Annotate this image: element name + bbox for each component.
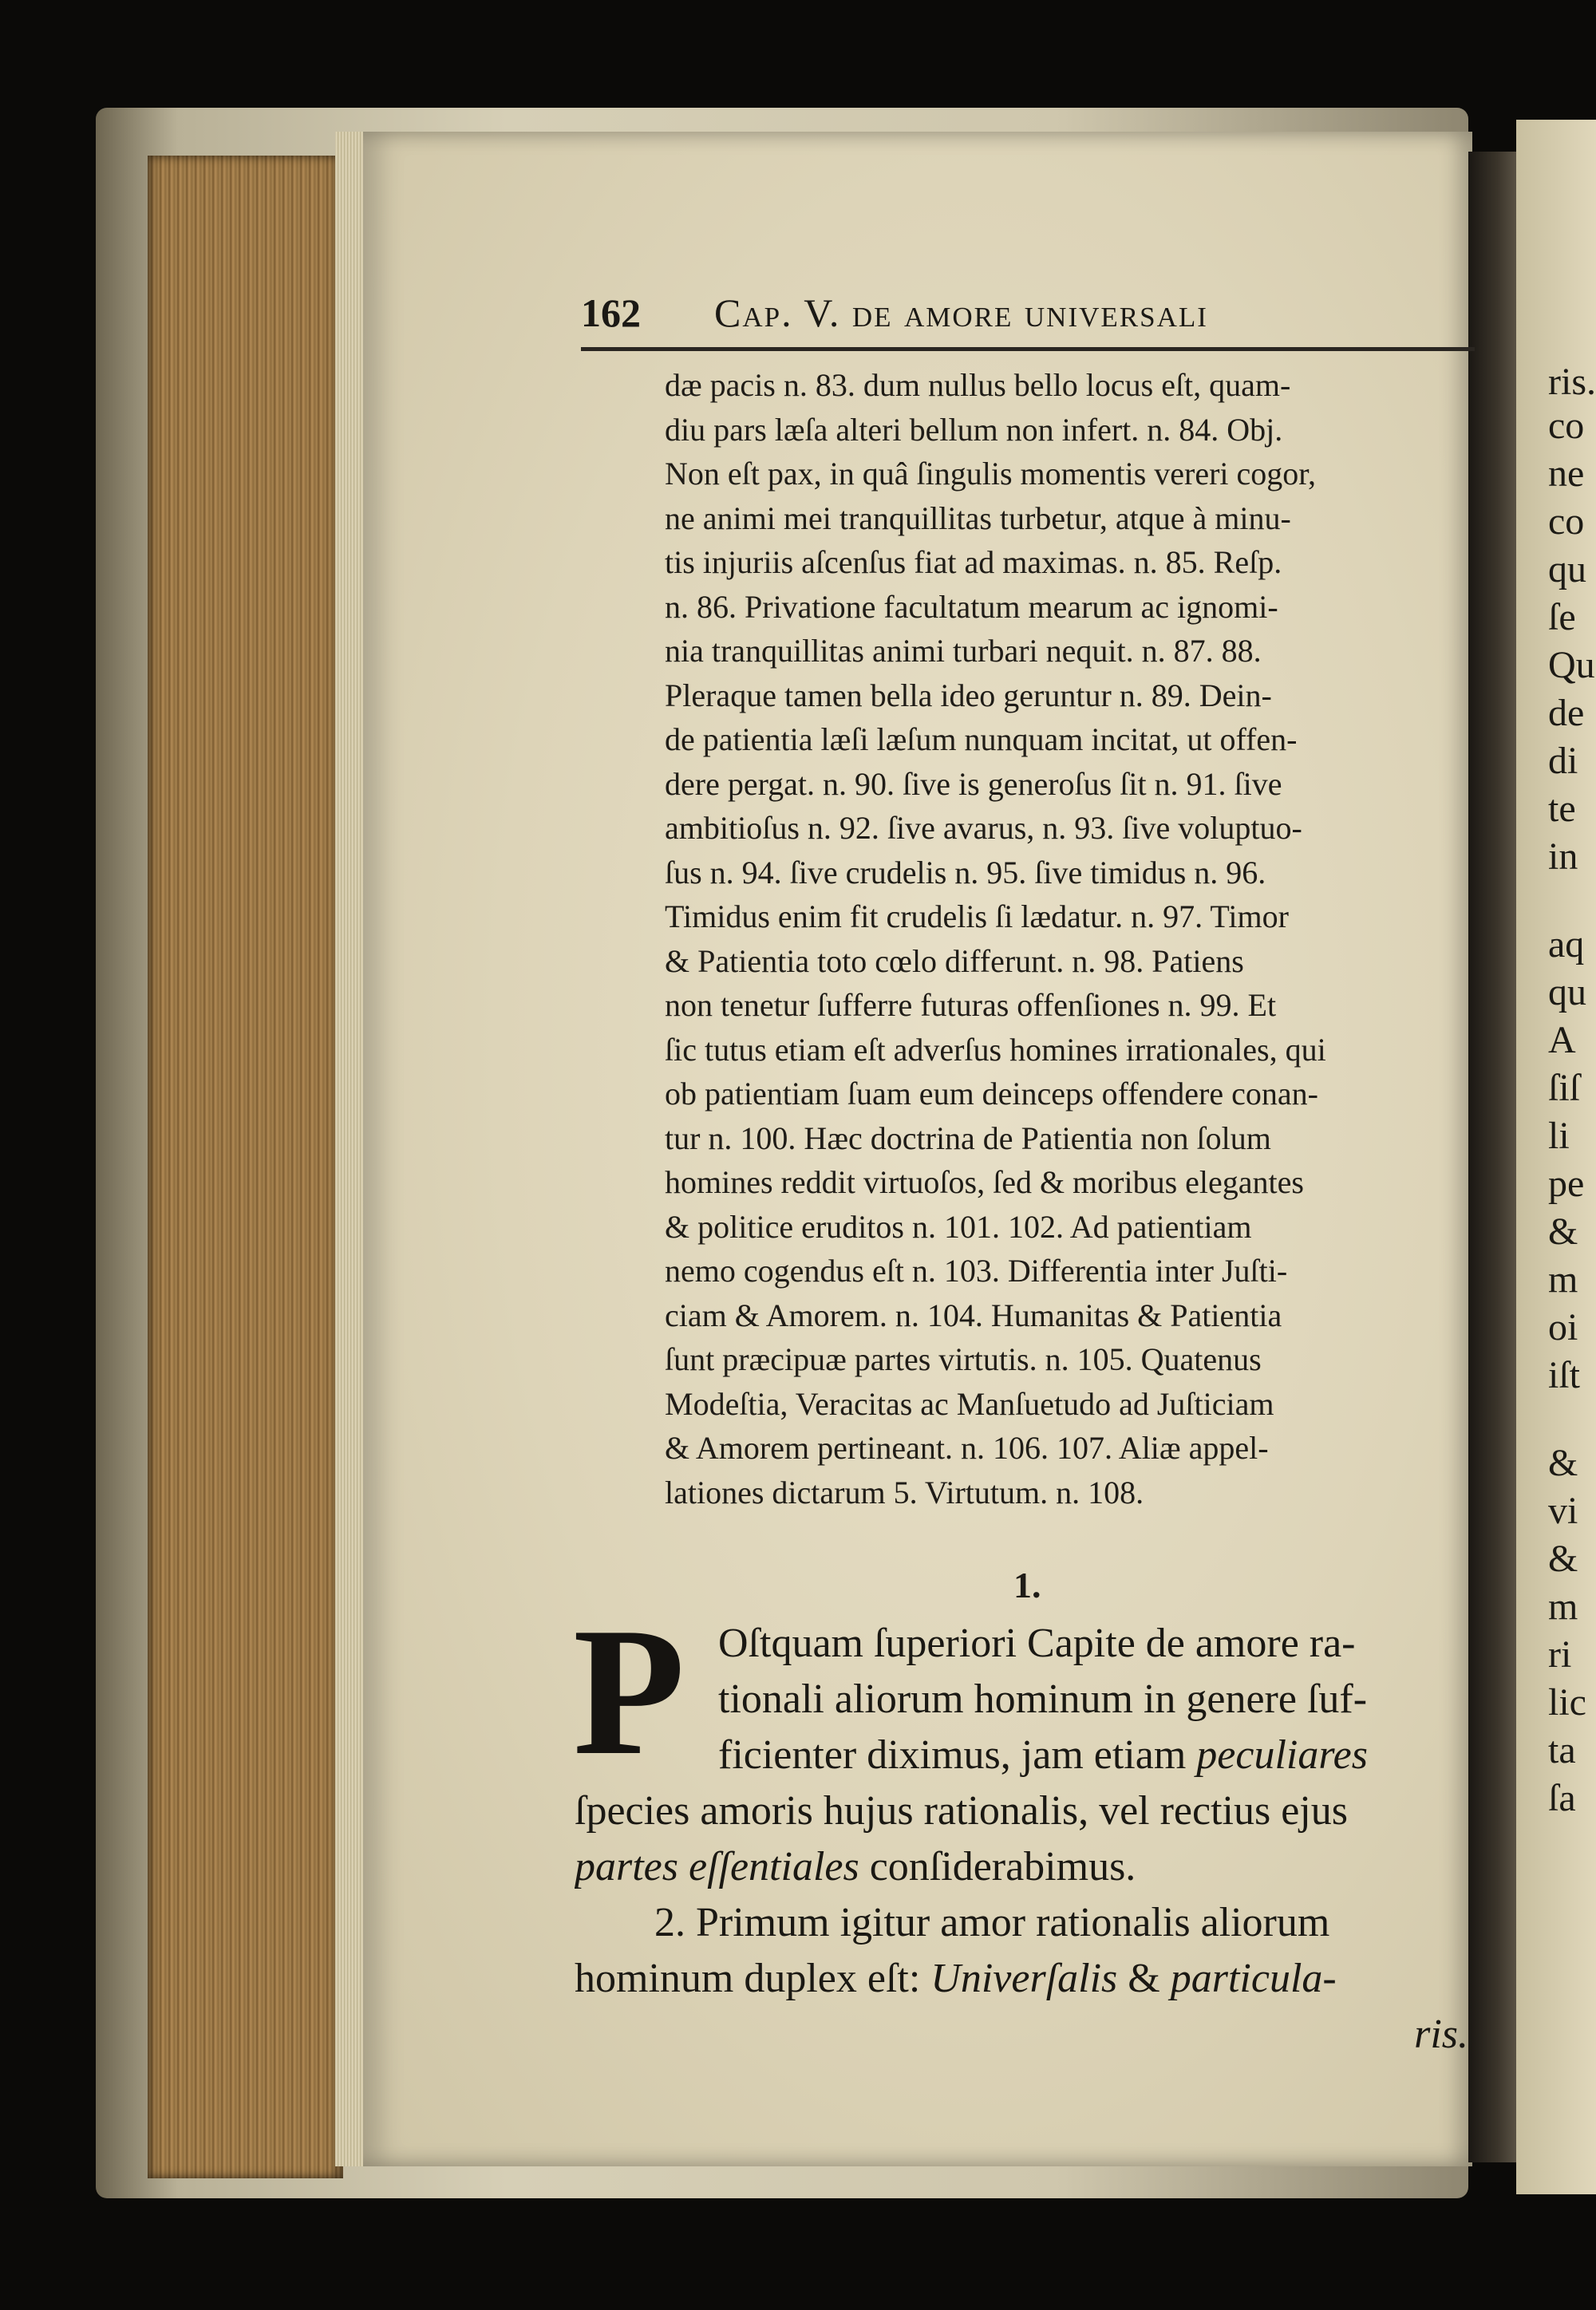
next-page-fragment: te <box>1548 788 1576 830</box>
header-rule <box>581 347 1475 351</box>
next-page-fragment: lic <box>1548 1681 1586 1724</box>
page-number: 162 <box>581 290 641 335</box>
summary-line: ne animi mei tranquillitas turbetur, atque à minu- <box>665 500 1291 536</box>
next-page-fragment: di <box>1548 740 1578 782</box>
summary-line: diu pars læſa alteri bellum non infert. n. 84. Obj. <box>665 411 1283 448</box>
italic-term: particula- <box>1170 1956 1337 2001</box>
next-page-fragment: vi <box>1548 1490 1578 1532</box>
summary-line: ſic tutus etiam eſt adverſus homines irrationales, qui <box>665 1031 1326 1068</box>
summary-line: lationes dictarum 5. Virtutum. n. 108. <box>665 1474 1144 1510</box>
page-edges <box>148 156 343 2178</box>
next-page-fragment: ſa <box>1548 1777 1576 1819</box>
next-page-fragment: co <box>1548 405 1585 447</box>
next-page-fragment: iſt <box>1548 1354 1581 1396</box>
body-line: tionali aliorum hominum in genere ſuf- <box>718 1676 1368 1722</box>
summary-line: & Amorem pertineant. n. 106. 107. Aliæ appel- <box>665 1430 1269 1466</box>
next-page-fragment: ſe <box>1548 596 1576 638</box>
running-head-title: Cap. V. de amore universali <box>714 290 1208 335</box>
next-page-fragment: ri <box>1548 1633 1572 1676</box>
summary-line: nemo cogendus eſt n. 103. Differentia inter Juſti- <box>665 1253 1288 1289</box>
summary-line: homines reddit virtuoſos, ſed & moribus elegantes <box>665 1164 1304 1200</box>
summary-line: ob patientiam ſuam eum deinceps offendere conan- <box>665 1076 1318 1112</box>
next-page-fragment: ta <box>1548 1729 1576 1771</box>
summary-line: nia tranquillitas animi turbari nequit. n. 87. 88. <box>665 633 1262 669</box>
next-page-fragment: aq <box>1548 923 1585 965</box>
summary-line: Modeſtia, Veracitas ac Manſuetudo ad Juſticiam <box>665 1385 1274 1422</box>
body-text-fragment: & <box>1117 1956 1171 2001</box>
next-page-fragment: qu <box>1548 548 1586 590</box>
section-number: 1. <box>1013 1565 1041 1605</box>
next-page-fragment: A <box>1548 1019 1576 1061</box>
catchword: ris. <box>1414 2012 1468 2057</box>
italic-term: Univerſalis <box>930 1956 1118 2001</box>
next-page-fragment: & <box>1548 1442 1578 1484</box>
body-line <box>575 1728 1468 1783</box>
next-page-fragment: ne <box>1548 452 1585 495</box>
body-text-fragment: conſiderabimus. <box>859 1844 1136 1889</box>
drop-capital: P <box>573 1589 685 1793</box>
body-line: ſpecies amoris hujus rationalis, vel rectius ejus <box>575 1788 1348 1834</box>
next-page-fragment: m <box>1548 1585 1578 1628</box>
italic-term: peculiares <box>1196 1732 1368 1778</box>
next-page <box>1516 120 1596 2194</box>
next-page-fragment: in <box>1548 835 1578 878</box>
body-text-fragment: hominum duplex eſt: <box>575 1956 931 2001</box>
summary-line: de patientia læſi læſum nunquam incitat, ut offen- <box>665 721 1298 757</box>
next-page-fragment: li <box>1548 1115 1570 1157</box>
summary-line: ſunt præcipuæ partes virtutis. n. 105. Quatenus <box>665 1341 1262 1377</box>
summary-line: n. 86. Privatione facultatum mearum ac ignomi- <box>665 588 1278 625</box>
body-line <box>575 1839 1468 1895</box>
next-page-fragment: pe <box>1548 1163 1585 1205</box>
next-page-fragment: qu <box>1548 971 1586 1013</box>
summary-line: ciam & Amorem. n. 104. Humanitas & Patientia <box>665 1297 1282 1333</box>
summary-line: ſus n. 94. ſive crudelis n. 95. ſive timidus n. 96. <box>665 854 1266 890</box>
body-line: Oſtquam ſuperiori Capite de amore ra- <box>718 1621 1356 1666</box>
next-page-fragment: co <box>1548 500 1585 543</box>
next-page-fragment: Qu <box>1548 644 1595 686</box>
next-page-fragment: & <box>1548 1210 1578 1253</box>
next-page-fragment: ris. <box>1548 361 1596 403</box>
next-page-fragment: & <box>1548 1538 1578 1580</box>
summary-line: Non eſt pax, in quâ ſingulis momentis vereri cogor, <box>665 456 1317 492</box>
chapter-summary <box>665 363 1455 1514</box>
summary-line: non tenetur ſufferre futuras offenſiones n. 99. Et <box>665 987 1277 1023</box>
summary-line: & Patientia toto cœlo differunt. n. 98. Patiens <box>665 942 1244 979</box>
summary-line: tur n. 100. Hæc doctrina de Patientia non ſolum <box>665 1119 1271 1156</box>
summary-line: Pleraque tamen bella ideo geruntur n. 89. Dein- <box>665 677 1272 713</box>
summary-line: ambitioſus n. 92. ſive avarus, n. 93. ſive voluptuo- <box>665 810 1302 846</box>
summary-line: tis injuriis aſcenſus fiat ad maximas. n. 85. Reſp. <box>665 544 1282 580</box>
body-line: 2. Primum igitur amor rationalis aliorum <box>654 1900 1330 1945</box>
gutter <box>1468 152 1516 2162</box>
body-line <box>575 1951 1468 2007</box>
running-head <box>219 158 1468 335</box>
summary-line: dæ pacis n. 83. dum nullus bello locus eſt, quam- <box>665 367 1291 403</box>
summary-line: & politice eruditos n. 101. 102. Ad patientiam <box>665 1208 1252 1245</box>
next-page-fragment: ſiſ <box>1548 1067 1581 1109</box>
italic-term: partes eſſentiales <box>575 1844 859 1889</box>
next-page-fragment: m <box>1548 1258 1578 1301</box>
summary-line: Timidus enim fit crudelis ſi lædatur. n. 97. Timor <box>665 898 1289 934</box>
next-page-fragment: oi <box>1548 1306 1578 1348</box>
summary-line: dere pergat. n. 90. ſive is generoſus ſit n. 91. ſive <box>665 765 1282 802</box>
body-text <box>575 1616 1468 2063</box>
next-page-fragment: de <box>1548 692 1585 734</box>
body-text-fragment: ficienter diximus, jam etiam <box>718 1732 1197 1778</box>
